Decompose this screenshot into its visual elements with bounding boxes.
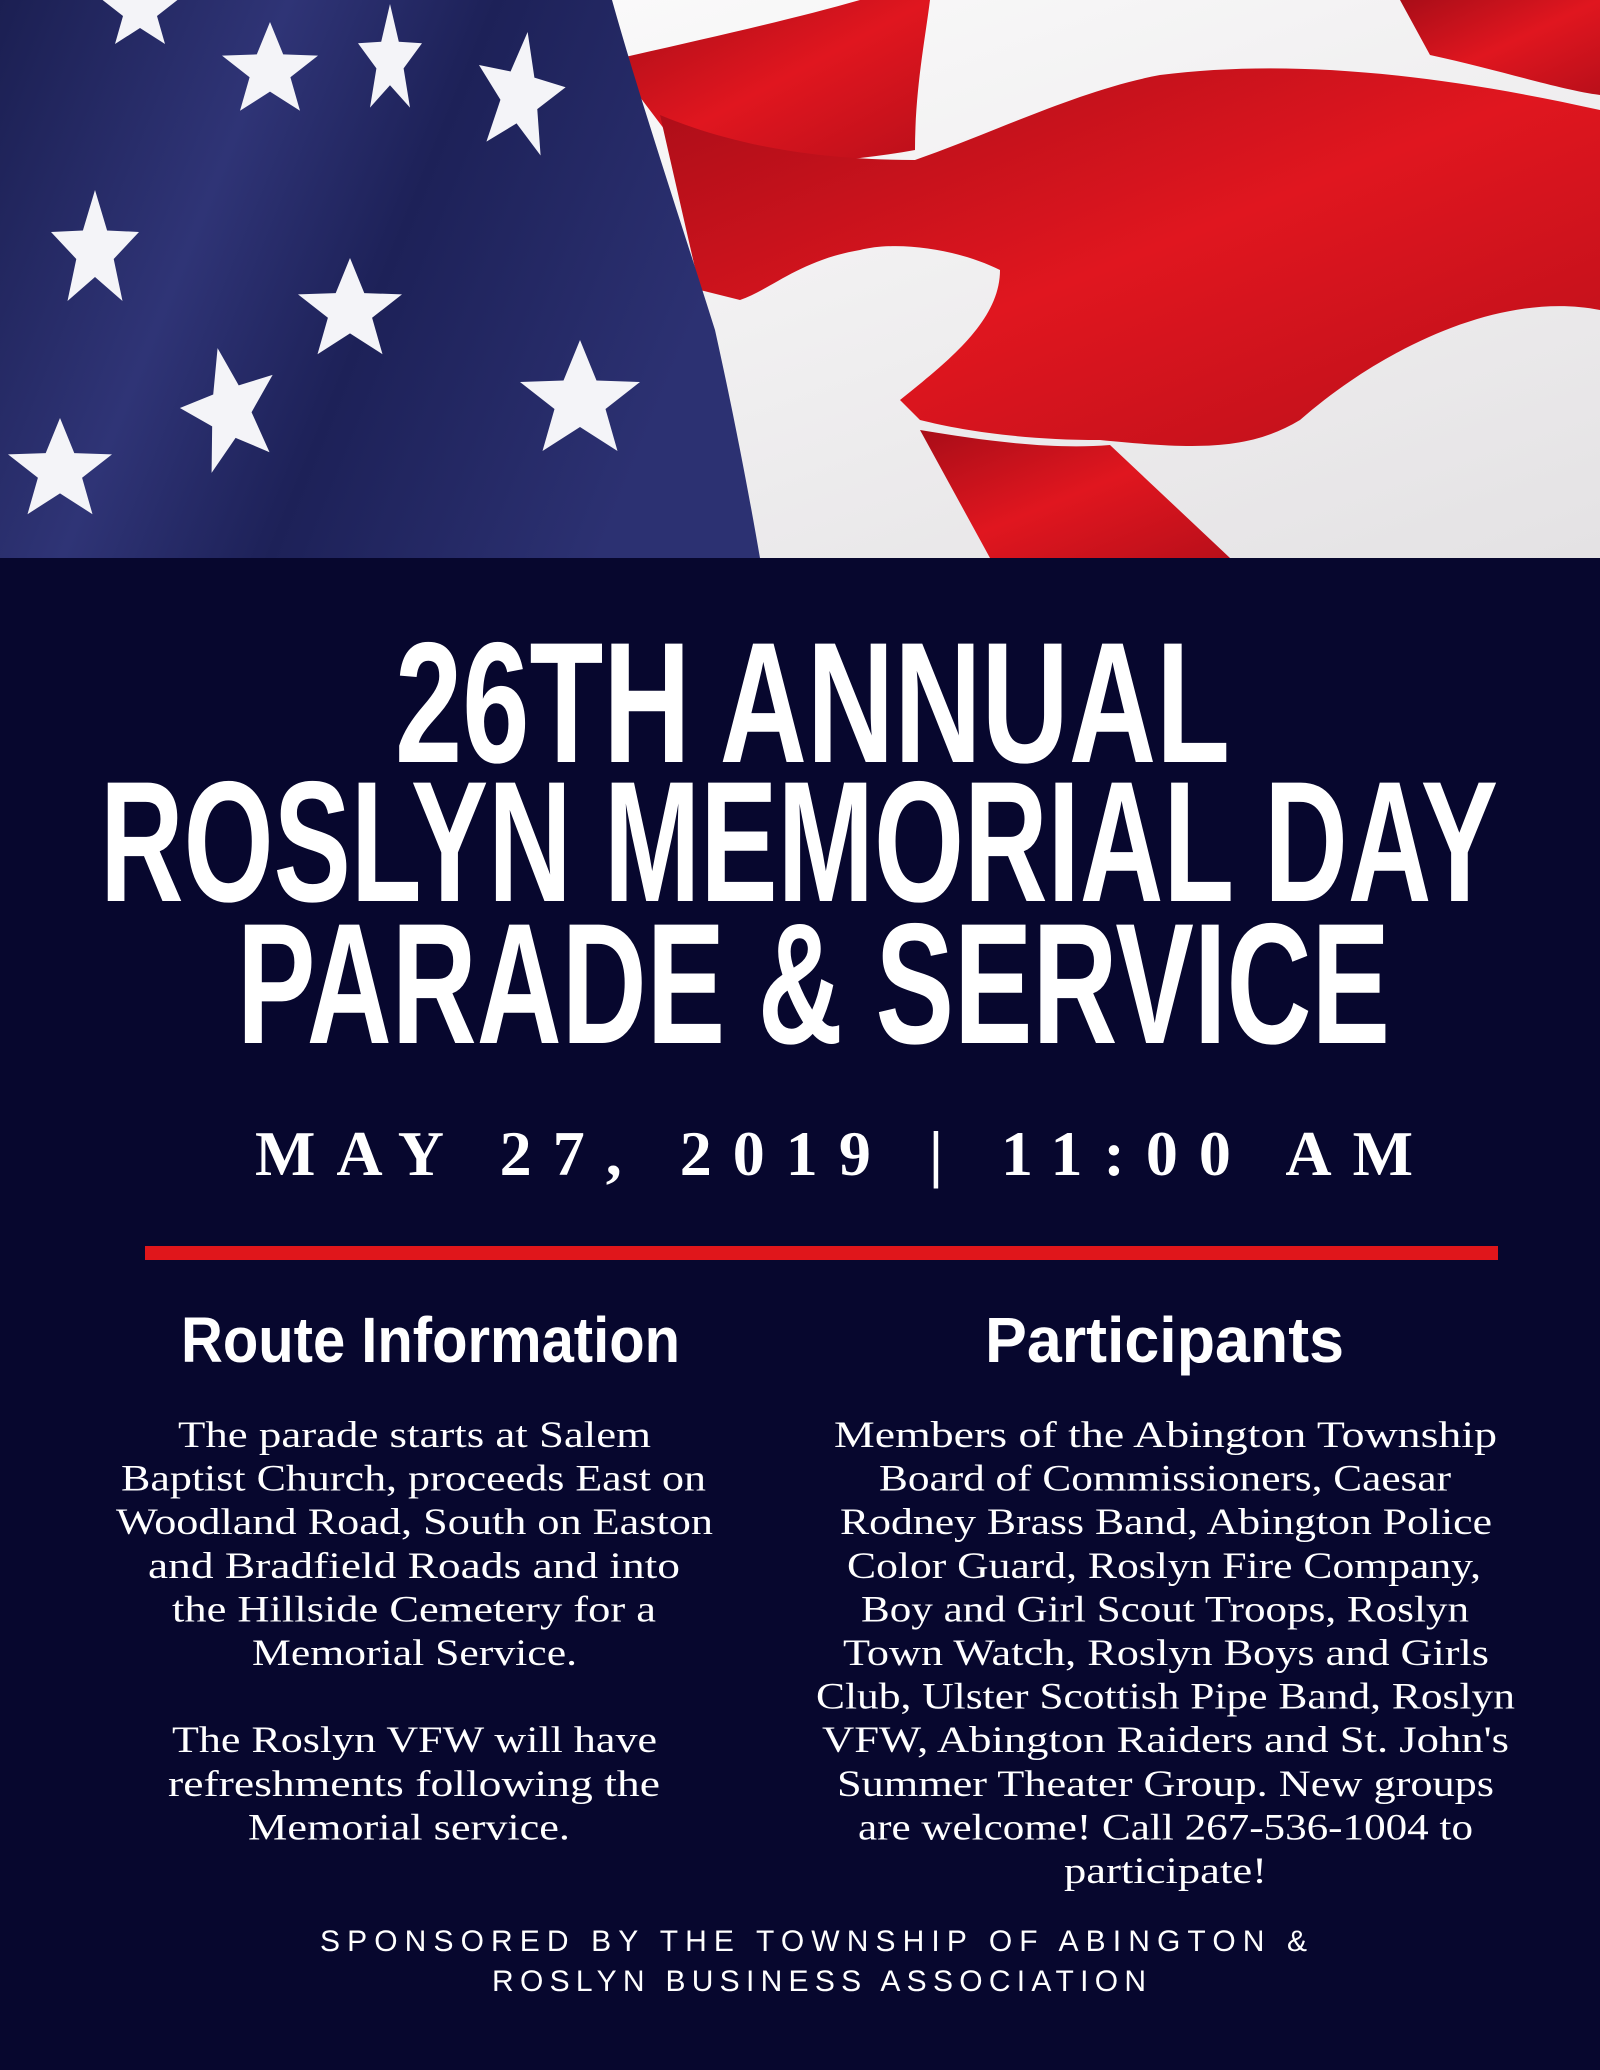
body-text-line: Color Guard, Roslyn Fire Company, (847, 1545, 1481, 1587)
participants-text (816, 1415, 1515, 1892)
route-heading: Route Information (181, 1304, 680, 1376)
participants-heading: Participants (985, 1304, 1344, 1376)
body-text-line: refreshments following the (168, 1763, 660, 1805)
body-text-line: Board of Commissioners, Caesar (879, 1458, 1451, 1500)
body-text-line: participate! (1064, 1851, 1267, 1892)
title-line-2: ROSLYN MEMORIAL DAY (100, 746, 1498, 938)
body-text-line: Town Watch, Roslyn Boys and Girls (843, 1633, 1489, 1674)
body-text-line: Members of the Abington Township (834, 1415, 1497, 1456)
body-text-line: Memorial Service. (252, 1633, 577, 1674)
sponsor-line-2: ROSLYN BUSINESS ASSOCIATION (492, 1965, 1146, 1998)
title-line-1: 26TH ANNUAL (395, 607, 1230, 799)
body-text-line: The Roslyn VFW will have (172, 1720, 657, 1762)
body-text-line: Summer Theater Group. New groups (837, 1763, 1494, 1805)
body-text-line: The parade starts at Salem (178, 1415, 652, 1456)
body-text-line: Baptist Church, proceeds East on (121, 1458, 706, 1500)
body-text-line: Club, Ulster Scottish Pipe Band, Roslyn (816, 1676, 1515, 1718)
body-text-line: the Hillside Cemetery for a (172, 1589, 656, 1631)
body-text-line: Memorial service. (248, 1807, 570, 1849)
body-text-line: Boy and Girl Scout Troops, Roslyn (861, 1589, 1469, 1631)
event-title (100, 607, 1498, 1080)
sponsor-line-1: SPONSORED BY THE TOWNSHIP OF ABINGTON & (320, 1925, 1307, 1958)
body-text-line: Woodland Road, South on Easton (116, 1502, 713, 1544)
body-text-line: and Bradfield Roads and into (148, 1545, 680, 1587)
body-text-line: VFW, Abington Raiders and St. John's (822, 1720, 1509, 1762)
body-text-line: are welcome! Call 267-536-1004 to (858, 1807, 1473, 1849)
body-text-line: Rodney Brass Band, Abington Police (840, 1502, 1492, 1544)
title-line-3: PARADE & SERVICE (237, 888, 1390, 1080)
event-date-time: MAY 27, 2019 | 11:00 AM (255, 1118, 1413, 1189)
divider-rule (145, 1246, 1498, 1260)
route-text (116, 1415, 713, 1848)
